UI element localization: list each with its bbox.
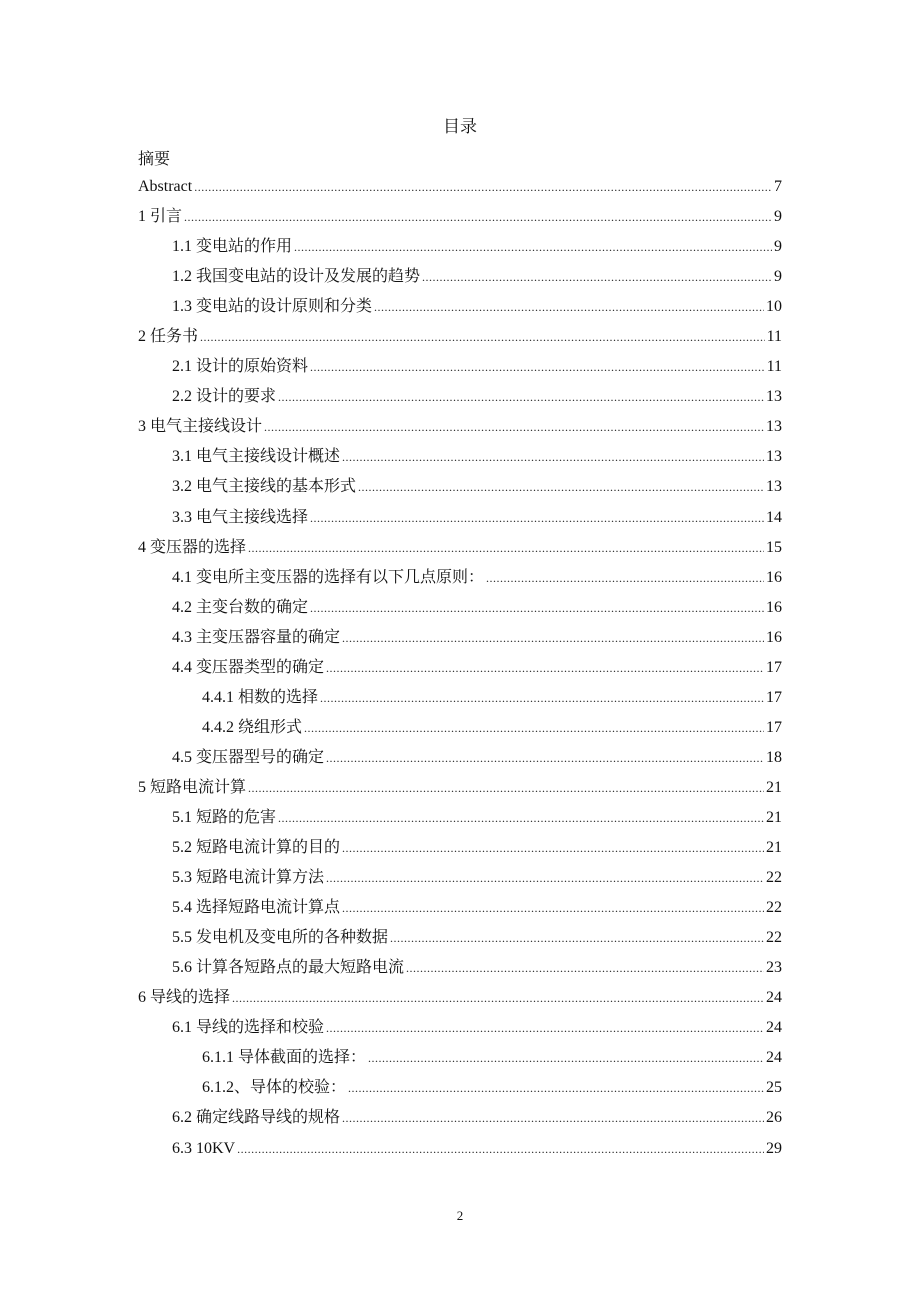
toc-entry-page: 13 (766, 418, 782, 436)
toc-entry[interactable] (138, 1043, 782, 1073)
toc-entry[interactable] (138, 232, 782, 262)
toc-dot-leader (326, 1013, 764, 1043)
toc-entry[interactable] (138, 1073, 782, 1103)
toc-entry[interactable] (138, 533, 782, 563)
toc-entry-page: 18 (766, 748, 782, 766)
toc-entry-page: 16 (766, 598, 782, 616)
toc-dot-leader (486, 563, 764, 593)
toc-entry-page: 21 (766, 839, 782, 857)
toc-entry[interactable] (138, 653, 782, 683)
toc-entry[interactable] (138, 953, 782, 983)
toc-entry-page: 25 (766, 1079, 782, 1097)
toc-entry-title: 2 任务书 (138, 328, 199, 346)
toc-entry-page: 22 (766, 899, 782, 917)
toc-entry-page: 14 (766, 508, 782, 526)
toc-dot-leader (304, 713, 764, 743)
toc-dot-leader (294, 232, 772, 262)
toc-entry[interactable] (138, 292, 782, 322)
toc-entry-title: 5.6 计算各短路点的最大短路电流 (172, 959, 405, 977)
toc-entry-title: 5.2 短路电流计算的目的 (172, 839, 341, 857)
toc-entry-page: 21 (766, 808, 782, 826)
toc-entry-page: 15 (766, 538, 782, 556)
toc-entry-page: 17 (766, 658, 782, 676)
toc-entry[interactable] (138, 803, 782, 833)
toc-entry-title: 6.2 确定线路导线的规格 (172, 1109, 341, 1127)
toc-dot-leader (232, 983, 764, 1013)
toc-entry-title: 6.1.2、导体的校验： (202, 1079, 347, 1097)
toc-entry-page: 13 (766, 388, 782, 406)
toc-entry-page: 10 (766, 298, 782, 316)
toc-entry-title: 4.5 变压器型号的确定 (172, 748, 325, 766)
toc-entry-title: 5.3 短路电流计算方法 (172, 869, 325, 887)
toc-entry[interactable] (138, 172, 782, 202)
toc-entry-title: 1.1 变电站的作用 (172, 238, 293, 256)
toc-entry-title: 3.2 电气主接线的基本形式 (172, 478, 357, 496)
toc-dot-leader (237, 1134, 764, 1164)
table-of-contents (138, 145, 782, 1164)
toc-dot-leader (310, 352, 765, 382)
toc-entry-title: 2.1 设计的原始资料 (172, 358, 309, 376)
toc-entry-title: 3 电气主接线设计 (138, 418, 263, 436)
toc-entry-page: 9 (774, 208, 782, 226)
toc-entry[interactable] (138, 983, 782, 1013)
toc-entry-page: 23 (766, 959, 782, 977)
toc-entry-title: 1.2 我国变电站的设计及发展的趋势 (172, 268, 421, 286)
toc-dot-leader (310, 503, 764, 533)
toc-dot-leader (184, 202, 772, 232)
toc-entry-page: 7 (774, 178, 782, 195)
toc-entry-page: 16 (766, 568, 782, 586)
toc-dot-leader (326, 863, 764, 893)
toc-entry-page: 17 (766, 718, 782, 736)
toc-entry-title: 4.4 变压器类型的确定 (172, 658, 325, 676)
page-number: 2 (456, 1208, 464, 1223)
toc-entry[interactable] (138, 743, 782, 773)
toc-entry-title: 4.4.1 相数的选择 (202, 688, 319, 706)
toc-dot-leader (320, 683, 764, 713)
toc-entry[interactable] (138, 713, 782, 743)
toc-dot-leader (358, 472, 764, 502)
toc-entry-page: 24 (766, 1049, 782, 1067)
toc-entry-title: 6.3 10KV (172, 1139, 236, 1157)
toc-entry[interactable] (138, 503, 782, 533)
toc-entry[interactable] (138, 352, 782, 382)
toc-entry-page: 9 (774, 268, 782, 286)
toc-entry[interactable] (138, 833, 782, 863)
toc-entry-title: 4 变压器的选择 (138, 538, 247, 556)
toc-dot-leader (342, 623, 764, 653)
toc-entry-page: 29 (766, 1139, 782, 1157)
toc-entry-title: 5.1 短路的危害 (172, 808, 277, 826)
toc-entry-page: 11 (766, 328, 782, 346)
toc-entry[interactable] (138, 412, 782, 442)
toc-dot-leader (342, 833, 764, 863)
toc-entry-title: 摘要 (138, 151, 171, 168)
toc-entry-title: 3.3 电气主接线选择 (172, 508, 309, 526)
toc-entry[interactable] (138, 863, 782, 893)
page-title: 目录 (443, 117, 477, 136)
toc-entry[interactable] (138, 322, 782, 352)
toc-dot-leader (248, 773, 764, 803)
toc-dot-leader (326, 743, 764, 773)
toc-dot-leader (278, 803, 764, 833)
toc-entry-title: 6.1 导线的选择和校验 (172, 1019, 325, 1037)
toc-entry-title: 4.3 主变压器容量的确定 (172, 628, 341, 646)
toc-dot-leader (248, 533, 764, 563)
toc-entry-page: 13 (766, 448, 782, 466)
toc-entry[interactable] (138, 623, 782, 653)
toc-dot-leader (278, 382, 764, 412)
toc-entry-title: 5.4 选择短路电流计算点 (172, 899, 341, 917)
toc-dot-leader (348, 1073, 764, 1103)
toc-entry[interactable] (138, 1134, 782, 1164)
toc-entry[interactable] (138, 893, 782, 923)
toc-entry-page: 16 (766, 628, 782, 646)
toc-entry[interactable] (138, 683, 782, 713)
toc-dot-leader (310, 593, 764, 623)
toc-dot-leader (342, 1103, 764, 1133)
toc-entry-page: 11 (766, 358, 782, 376)
toc-entry-title: Abstract (138, 178, 193, 195)
toc-entry-title: 6.1.1 导体截面的选择： (202, 1049, 367, 1067)
toc-dot-leader (374, 292, 764, 322)
toc-entry-page: 26 (766, 1109, 782, 1127)
toc-dot-leader (194, 172, 772, 202)
toc-entry-page: 21 (766, 778, 782, 796)
toc-entry[interactable] (138, 145, 782, 172)
toc-dot-leader (342, 893, 764, 923)
toc-entry-page: 17 (766, 688, 782, 706)
toc-entry[interactable] (138, 563, 782, 593)
toc-entry[interactable] (138, 593, 782, 623)
toc-entry-title: 6 导线的选择 (138, 989, 231, 1007)
toc-dot-leader (200, 322, 765, 352)
toc-entry[interactable] (138, 1103, 782, 1133)
toc-entry-page: 13 (766, 478, 782, 496)
toc-entry-title: 4.4.2 绕组形式 (202, 718, 303, 736)
toc-entry-title: 5 短路电流计算 (138, 778, 247, 796)
toc-dot-leader (422, 262, 772, 292)
toc-entry-title: 3.1 电气主接线设计概述 (172, 448, 341, 466)
toc-entry-title: 4.1 变电所主变压器的选择有以下几点原则： (172, 568, 485, 586)
toc-entry-title: 5.5 发电机及变电所的各种数据 (172, 929, 389, 947)
toc-entry-page: 22 (766, 869, 782, 887)
toc-entry[interactable] (138, 202, 782, 232)
toc-entry-page: 22 (766, 929, 782, 947)
toc-dot-leader (406, 953, 764, 983)
toc-entry[interactable] (138, 382, 782, 412)
toc-entry[interactable] (138, 472, 782, 502)
toc-entry[interactable] (138, 923, 782, 953)
toc-dot-leader (342, 442, 764, 472)
toc-entry-page: 24 (766, 989, 782, 1007)
toc-dot-leader (390, 923, 764, 953)
toc-dot-leader (326, 653, 764, 683)
toc-dot-leader (368, 1043, 764, 1073)
toc-entry[interactable] (138, 1013, 782, 1043)
toc-entry-title: 1 引言 (138, 208, 183, 226)
toc-entry-title: 4.2 主变台数的确定 (172, 598, 309, 616)
toc-entry[interactable] (138, 262, 782, 292)
toc-entry-title: 1.3 变电站的设计原则和分类 (172, 298, 373, 316)
toc-entry[interactable] (138, 773, 782, 803)
toc-dot-leader (264, 412, 764, 442)
toc-entry-title: 2.2 设计的要求 (172, 388, 277, 406)
toc-entry-page: 9 (774, 238, 782, 256)
toc-entry[interactable] (138, 442, 782, 472)
toc-entry-page: 24 (766, 1019, 782, 1037)
